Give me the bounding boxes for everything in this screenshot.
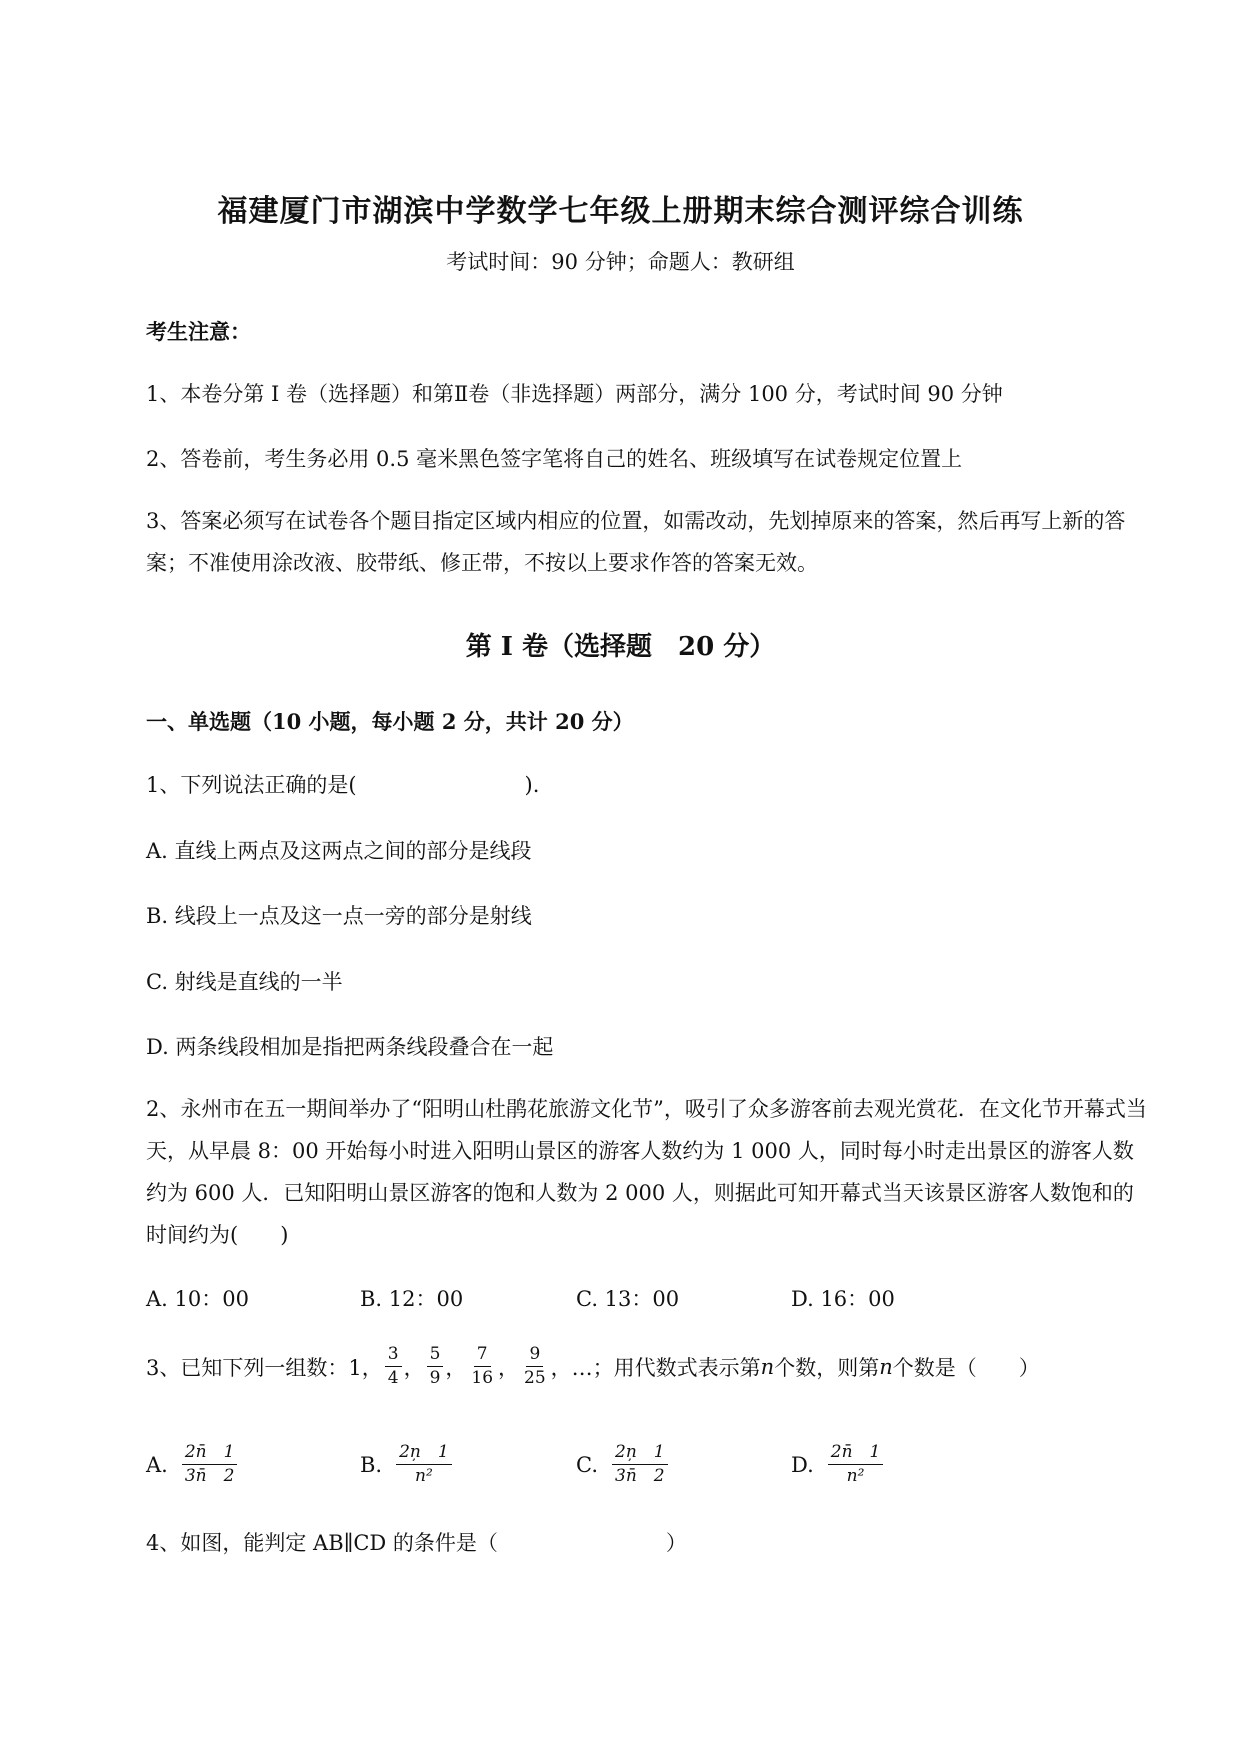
question-1-option-a: A. 直线上两点及这两点之间的部分是线段 <box>146 839 532 863</box>
exam-subtitle: 考试时间：90 分钟；命题人：教研组 <box>446 250 795 274</box>
question-2-option-d: D. 16：00 <box>791 1287 895 1311</box>
option-b-fraction: $\frac{2n̦ 1}{\text{n²}}$ <box>396 1444 452 1485</box>
fraction-9-25: $\frac{9}{25}$ <box>524 1344 546 1388</box>
notice-item-1: 1、本卷分第 I 卷（选择题）和第Ⅱ卷（非选择题）两部分，满分 100 分，考试时间 90 分钟 <box>146 382 1003 406</box>
question-4-stem: 4、如图，能判定 AB∥CD 的条件是（ ） <box>146 1531 687 1555</box>
question-3-option-d: D. $\frac{2n̄ 1}{\text{n²}}$ <box>791 1444 885 1485</box>
notice-item-2: 2、答卷前，考生务必用 0.5 毫米黑色签字笔将自己的姓名、班级填写在试卷规定位置上 <box>146 447 963 471</box>
question-2-option-a: A. 10：00 <box>146 1287 249 1311</box>
question-3-text-a: ，…；用代数式表示第 <box>550 1355 761 1380</box>
question-1-option-c: C. 射线是直线的一半 <box>146 970 343 994</box>
question-3-text-c: 个数是（ ） <box>892 1355 1040 1380</box>
fraction-7-16: $\frac{7}{16}$ <box>471 1344 494 1388</box>
question-2-stem: 2、永州市在五一期间举办了“阳明山杜鹃花旅游文化节”，吸引了众多游客前去观光赏花．在文化节开幕式当天，从早晨 8：00 开始每小时进入阳明山景区的游客人数约为 1 000 人，同时每小时走出景区的游客人数约为 600 人．已知阳明山景区游客的饱和人数为 2 000 人，则据此可知开幕式当天该景区游客人数饱和的时间约为( ) <box>146 1097 1147 1247</box>
question-3-option-a: A. $\frac{2n̄ 1}{3n̄ 2}$ <box>146 1444 239 1485</box>
question-1-stem: 1、下列说法正确的是( ). <box>146 773 540 797</box>
part-heading: 一、单选题（10 小题，每小题 2 分，共计 20 分） <box>146 709 634 734</box>
question-2-option-b: B. 12：00 <box>360 1287 464 1311</box>
question-3-text-b: 个数，则第 <box>774 1355 880 1380</box>
question-1-option-d: D. 两条线段相加是指把两条线段叠合在一起 <box>146 1035 554 1059</box>
question-3-option-c: C. $\frac{2n̦ 1}{3n̄ 2}$ <box>576 1444 670 1485</box>
section-title: 第 I 卷（选择题 20 分） <box>465 632 776 662</box>
question-3-stem: 3、已知下列一组数：1， $\frac{3}{4}$ ， $\frac{5}{9}$ ， $\frac{7}{16}$ ， $\frac{9}{25}$ ，…；用代数式表示第 n 个数，则第 n 个数是（ ） <box>146 1344 1040 1388</box>
option-a-fraction: $\frac{2n̄ 1}{3n̄ 2}$ <box>182 1444 238 1485</box>
question-2-option-c: C. 13：00 <box>576 1287 680 1311</box>
fraction-5-9: $\frac{5}{9}$ <box>427 1346 444 1387</box>
option-d-fraction: $\frac{2n̄ 1}{\text{n²}}$ <box>828 1444 884 1485</box>
question-1-option-b: B. 线段上一点及这一点一旁的部分是射线 <box>146 904 532 928</box>
page-title: 福建厦门市湖滨中学数学七年级上册期末综合测评综合训练 <box>217 194 1024 229</box>
variable-n: n <box>760 1354 775 1379</box>
variable-n: n <box>879 1354 893 1379</box>
question-3-option-b: B. $\frac{2n̦ 1}{\text{n²}}$ <box>360 1444 454 1485</box>
question-3-prefix: 3、已知下列一组数：1， <box>146 1355 383 1380</box>
fraction-3-4: $\frac{3}{4}$ <box>385 1346 402 1387</box>
option-c-fraction: $\frac{2n̦ 1}{3n̄ 2}$ <box>612 1444 668 1485</box>
notice-item-3: 3、答案必须写在试卷各个题目指定区域内相应的位置，如需改动，先划掉原来的答案，然后再写上新的答案；不准使用涂改液、胶带纸、修正带，不按以上要求作答的答案无效。 <box>146 509 1126 575</box>
notice-heading: 考生注意： <box>146 319 251 344</box>
